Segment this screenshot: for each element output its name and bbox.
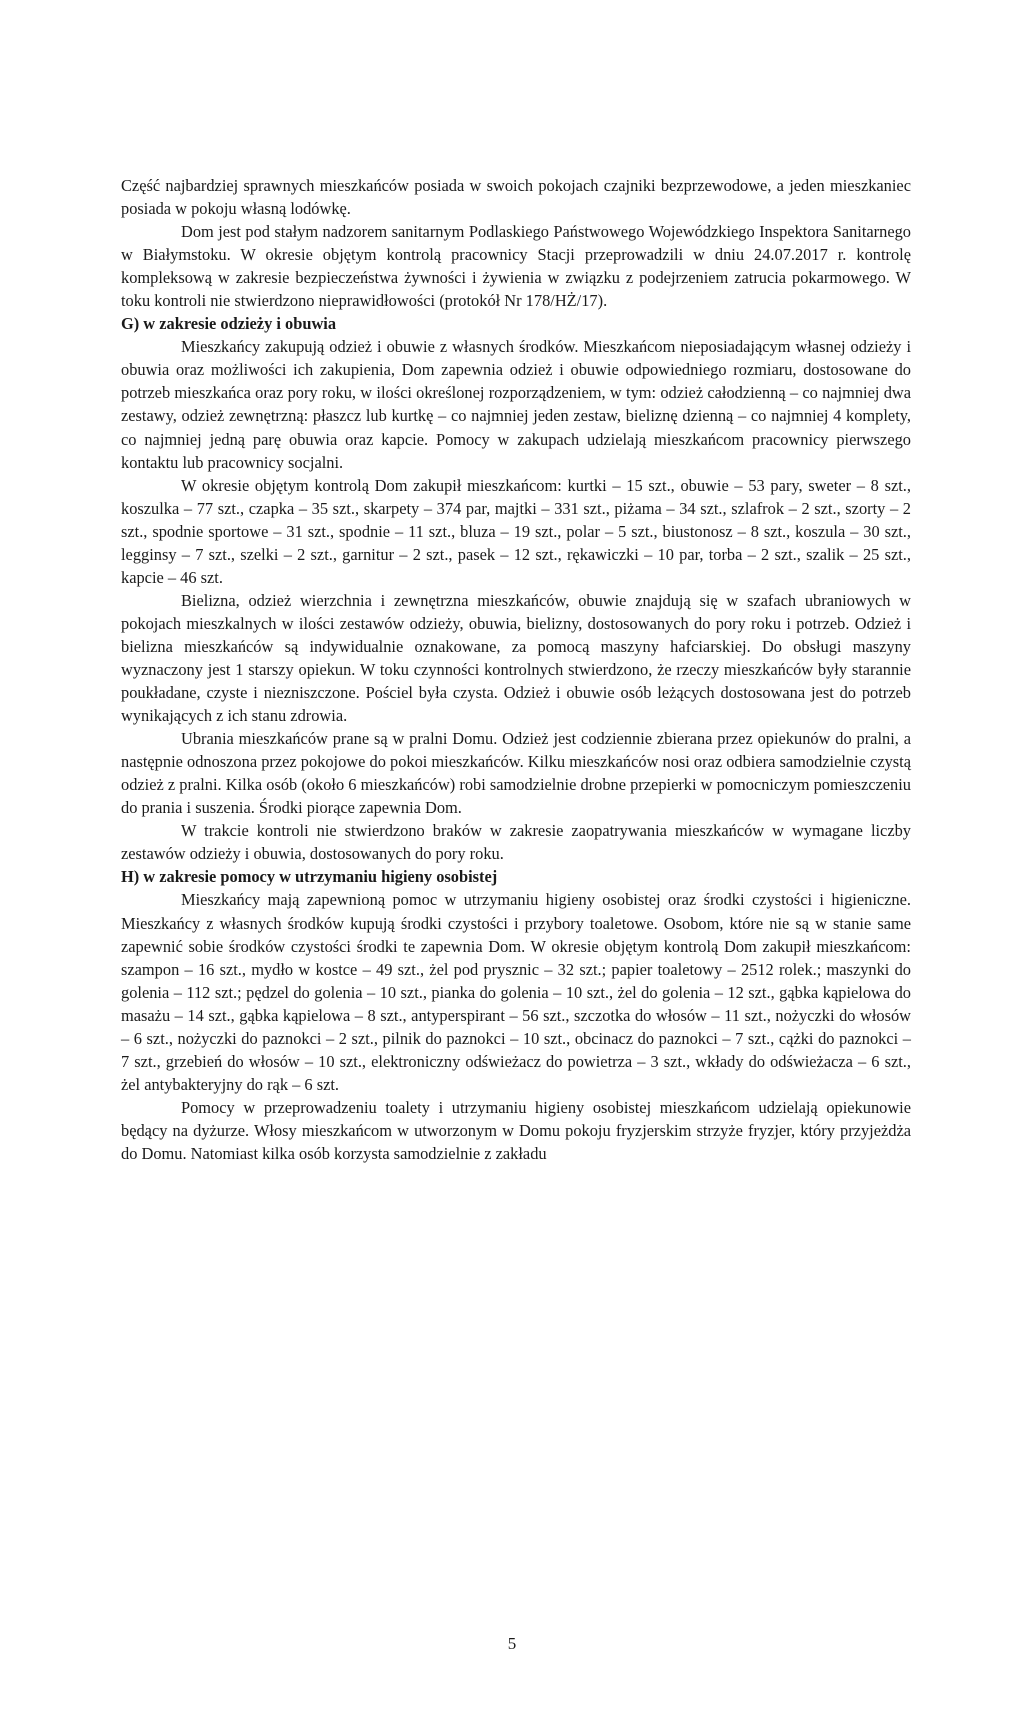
paragraph: Mieszkańcy mają zapewnioną pomoc w utrzymaniu higieny osobistej oraz środki czystości i higieniczne. Mieszkańcy z własnych środków kupują środki czystości i przybory toaletowe. Osobom, które nie są w stanie same zapewnić sobie środków czystości środki te zapewnia Dom. W okresie objętym kontrolą Dom zakupił mieszkańcom: szampon – 16 szt., mydło w kostce – 49 szt., żel pod prysznic – 32 szt.; papier toaletowy – 2512 rolek.; maszynki do golenia – 112 szt.; pędzel do golenia – 10 szt., pianka do golenia – 10 szt., żel do golenia – 12 szt., gąbka kąpielowa do masażu – 14 szt., gąbka kąpielowa – 8 szt., antyperspirant – 56 szt., szczotka do włosów – 11 szt., nożyczki do włosów – 6 szt., nożyczki do paznokci – 2 szt., pilnik do paznokci – 10 szt., obcinacz do paznokci – 7 szt., cążki do paznokci – 7 szt., grzebień do włosów – 10 szt., elektroniczny odświeżacz do powietrza – 3 szt., wkłady do odświeżacza – 6 szt., żel antybakteryjny do rąk – 6 szt.: [121, 890, 911, 1094]
paragraph: Ubrania mieszkańców prane są w pralni Domu. Odzież jest codziennie zbierana przez opiekunów do pralni, a następnie odnoszona przez pokojowe do pokoi mieszkańców. Kilku mieszkańców nosi oraz odbiera samodzielnie czystą odzież z pralni. Kilka osób (około 6 mieszkańców) robi samodzielnie drobne przepierki w pomocniczym pomieszczeniu do prania i suszenia. Środki piorące zapewnia Dom.: [121, 729, 911, 818]
paragraph: Część najbardziej sprawnych mieszkańców posiada w swoich pokojach czajniki bezprzewodowe, a jeden mieszkaniec posiada w pokoju własną lodówkę.: [121, 176, 911, 219]
paragraph: Bielizna, odzież wierzchnia i zewnętrzna mieszkańców, obuwie znajdują się w szafach ubraniowych w pokojach mieszkalnych w ilości zestawów odzieży, obuwia, bielizny, dostosowanych do pory roku i potrzeb. Odzież i bielizna mieszkańców są indywidualnie oznakowane, za pomocą maszyny hafciarskiej. Do obsługi maszyny wyznaczony jest 1 starszy opiekun. W toku czynności kontrolnych stwierdzono, że rzeczy mieszkańców były starannie poukładane, czyste i niezniszczone. Pościel była czysta. Odzież i obuwie osób leżących dostosowana jest do potrzeb wynikających z ich stanu zdrowia.: [121, 590, 911, 726]
page-number: 5: [507, 1634, 517, 1653]
paragraph: Mieszkańcy zakupują odzież i obuwie z własnych środków. Mieszkańcom nieposiadającym własnej odzieży i obuwia oraz możliwości ich zakupienia, Dom zapewnia odzież i obuwie odpowiedniego rozmiaru, dostosowane do potrzeb mieszkańca oraz pory roku, w ilości określonej rozporządzeniem, w tym: odzież całodzienną – co najmniej dwa zestawy, odzież zewnętrzną: płaszcz lub kurtkę – co najmniej jeden zestaw, bieliznę dzienną – co najmniej 4 komplety, co najmniej jedną parę obuwia oraz kapcie. Pomocy w zakupach udzielają mieszkańcom pracownicy pierwszego kontaktu lub pracownicy socjalni.: [121, 337, 911, 472]
paragraph: W trakcie kontroli nie stwierdzono braków w zakresie zaopatrywania mieszkańców w wymagane liczby zestawów odzieży i obuwia, dostosowanych do pory roku.: [121, 821, 911, 864]
document-body: [121, 174, 911, 1165]
paragraph: W okresie objętym kontrolą Dom zakupił mieszkańcom: kurtki – 15 szt., obuwie – 53 pary, sweter – 8 szt., koszulka – 77 szt., czapka – 35 szt., skarpety – 374 par, majtki – 331 szt., piżama – 34 szt., szlafrok – 2 szt., szorty – 2 szt., spodnie sportowe – 31 szt., spodnie – 11 szt., bluza – 19 szt., polar – 5 szt., biustonosz – 8 szt., koszula – 30 szt., legginsy – 7 szt., szelki – 2 szt., garnitur – 2 szt., pasek – 12 szt., rękawiczki – 10 par, torba – 2 szt., szalik – 25 szt., kapcie – 46 szt.: [121, 475, 911, 587]
section-heading: G) w zakresie odzieży i obuwia: [121, 314, 337, 334]
section-heading: H) w zakresie pomocy w utrzymaniu higieny osobistej: [121, 867, 498, 887]
paragraph: Dom jest pod stałym nadzorem sanitarnym Podlaskiego Państwowego Wojewódzkiego Inspektora Sanitarnego w Białymstoku. W okresie objętym kontrolą pracownicy Stacji przeprowadzili w dniu 24.07.2017 r. kontrolę kompleksową w zakresie bezpieczeństwa żywności i żywienia w związku z podejrzeniem zatrucia pokarmowego. W toku kontroli nie stwierdzono nieprawidłowości (protokół Nr 178/HŻ/17).: [121, 222, 911, 311]
paragraph: Pomocy w przeprowadzeniu toalety i utrzymaniu higieny osobistej mieszkańcom udzielają opiekunowie będący na dyżurze. Włosy mieszkańcom w utworzonym w Domu pokoju fryzjerskim strzyże fryzjer, który przyjeżdża do Domu. Natomiast kilka osób korzysta samodzielnie z zakładu: [121, 1097, 911, 1163]
